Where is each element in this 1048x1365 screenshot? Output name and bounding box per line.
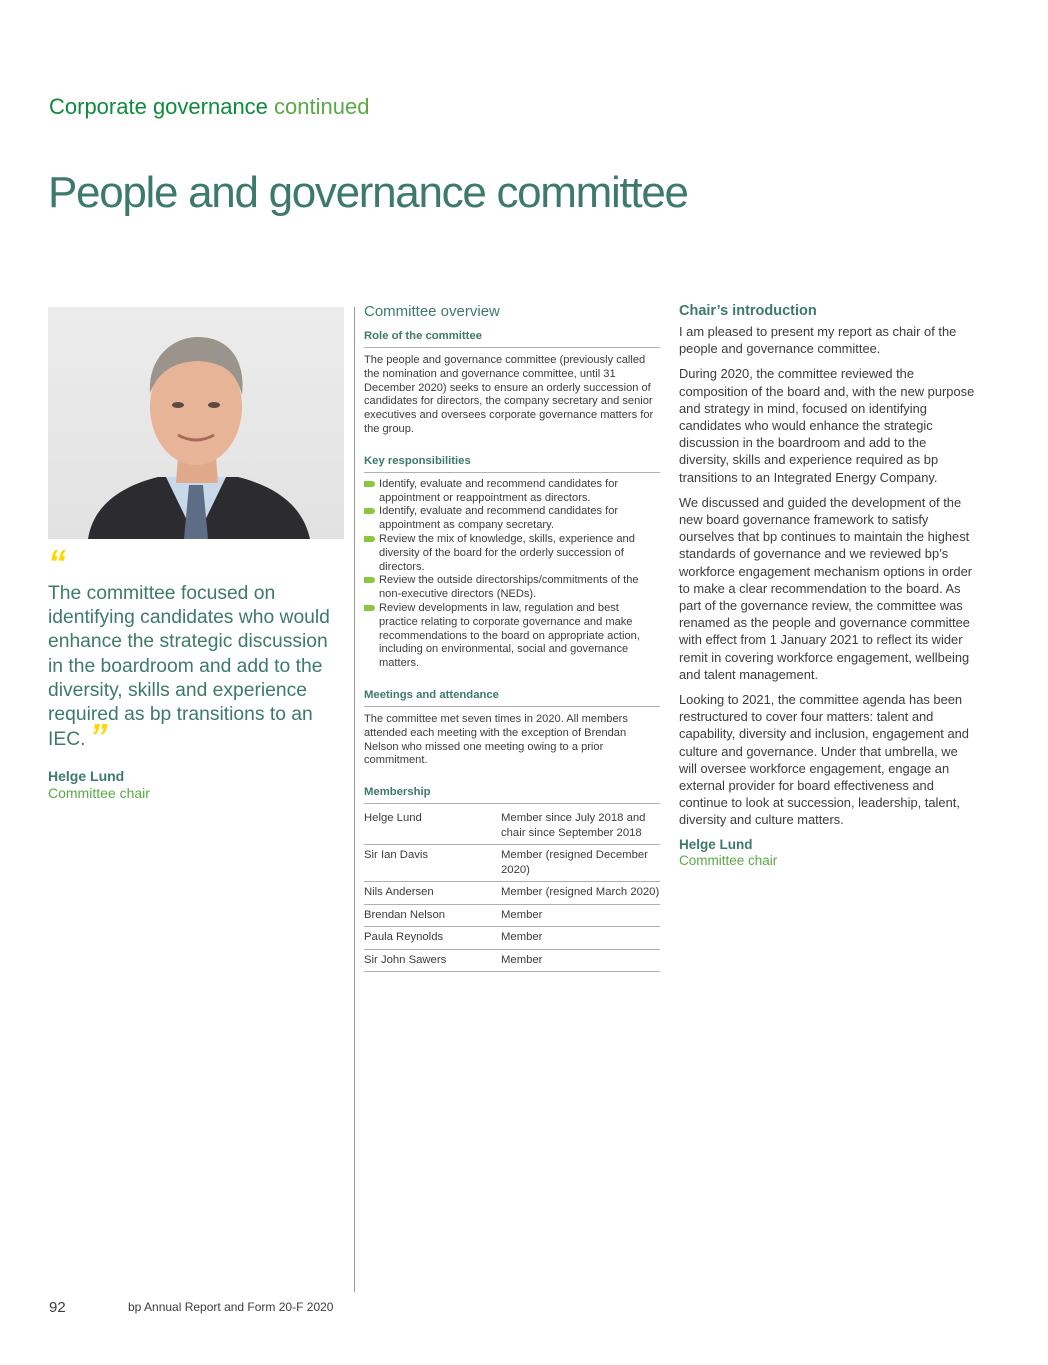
intro-paragraph: I am pleased to present my report as chair of the people and governance committee. [679,324,957,357]
chair-introduction [679,303,979,868]
column-divider [354,307,355,1292]
chair-portrait-photo [48,307,344,539]
intro-paragraph: During 2020, the committee reviewed the composition of the board and, with the new purpose and strategy in mind, focused on identifying candidates who would enhance the strategic discussion in the boardroom and add to the diversity, skills and experience required as bp transitions to an Integrated Energy Company. [679,366,975,485]
section-label [49,94,369,120]
quote-author-role: Committee chair [48,785,150,802]
bullet-icon [364,605,375,611]
quote-body: The committee focused on identifying candidates who would enhance the strategic discussion in the boardroom and add to the diversity, skills and experience required as bp transitions to an IEC. [48,583,330,751]
quote-author-name: Helge Lund [48,768,125,785]
meetings-text: The committee met seven times in 2020. All members attended each meeting with the exception of Brendan Nelson who missed one meeting owing to a prior commitment. [364,712,628,767]
committee-overview [364,303,660,972]
list-item: Identify, evaluate and recommend candidates for appointment as company secretary. [364,505,660,533]
table-row: Helge Lund Member since July 2018 and chair since September 2018 [364,808,660,845]
intro-title: Chair’s introduction [679,303,817,319]
table-row: Nils Andersen Member (resigned March 2020) [364,882,660,905]
bullet-icon [364,577,375,583]
table-row: Brendan Nelson Member [364,904,660,927]
section-continued: continued [274,94,370,119]
footer-publication: bp Annual Report and Form 20-F 2020 [128,1300,334,1314]
list-item: Identify, evaluate and recommend candidates for appointment or reappointment as directors. [364,478,660,506]
page-number: 92 [49,1299,66,1316]
list-item: Review the mix of knowledge, skills, experience and diversity of the board for the orderly succession of directors. [364,533,660,574]
portrait-illustration [48,307,344,539]
overview-title: Committee overview [364,303,500,320]
intro-paragraph: We discussed and guided the development of the new board governance framework to satisfy ourselves that bp continues to maintain the highest standards of governance and we reviewed bp’s workforce engagement mechanism options in order to make a clear recommendation to the board. As part of the governance review, the committee was renamed as the people and governance committee with effect from 1 January 2021 to reflect its wider remit in covering workforce engagement, wellbeing and talent management. [679,494,973,682]
responsibilities-heading: Key responsibilities [364,455,660,473]
quote-text [48,582,348,758]
membership-table [364,808,660,972]
bullet-icon [364,536,375,542]
signature-role: Committee chair [679,852,778,868]
table-row: Sir Ian Davis Member (resigned December 2020) [364,845,660,882]
table-row: Sir John Sawers Member [364,949,660,972]
role-text: The people and governance committee (previously called the nomination and governance committee, until 31 December 2020) seeks to ensure an orderly succession of candidates for directors, the company secretary and senior executives and oversees corporate governance matters for the group. [364,354,654,435]
close-quote-icon: ” [89,716,108,758]
pull-quote [48,542,348,802]
list-item: Review the outside directorships/commitments of the non-executive directors (NEDs). [364,574,660,602]
bullet-icon [364,481,375,487]
meetings-heading: Meetings and attendance [364,689,660,707]
signature-name: Helge Lund [679,836,753,852]
membership-heading: Membership [364,786,660,804]
intro-paragraph: Looking to 2021, the committee agenda has been restructured to cover four matters: talent and capability, diversity and inclusion, engagement and culture and governance. Under that umbrella, we will oversee workforce engagement, engage an external provider for board effectiveness and continue to look at succession, leadership, talent, diversity and culture matters. [679,692,969,828]
open-quote-icon: “ [48,542,66,583]
section-name: Corporate governance [49,94,268,119]
role-heading: Role of the committee [364,330,660,348]
responsibilities-list [364,478,660,671]
table-row: Paula Reynolds Member [364,927,660,950]
page-title: People and governance committee [48,168,688,217]
bullet-icon [364,508,375,514]
list-item: Review developments in law, regulation and best practice relating to corporate governance and make recommendations to the board on appropriate action, including on environmental, social and governance matters. [364,602,660,671]
